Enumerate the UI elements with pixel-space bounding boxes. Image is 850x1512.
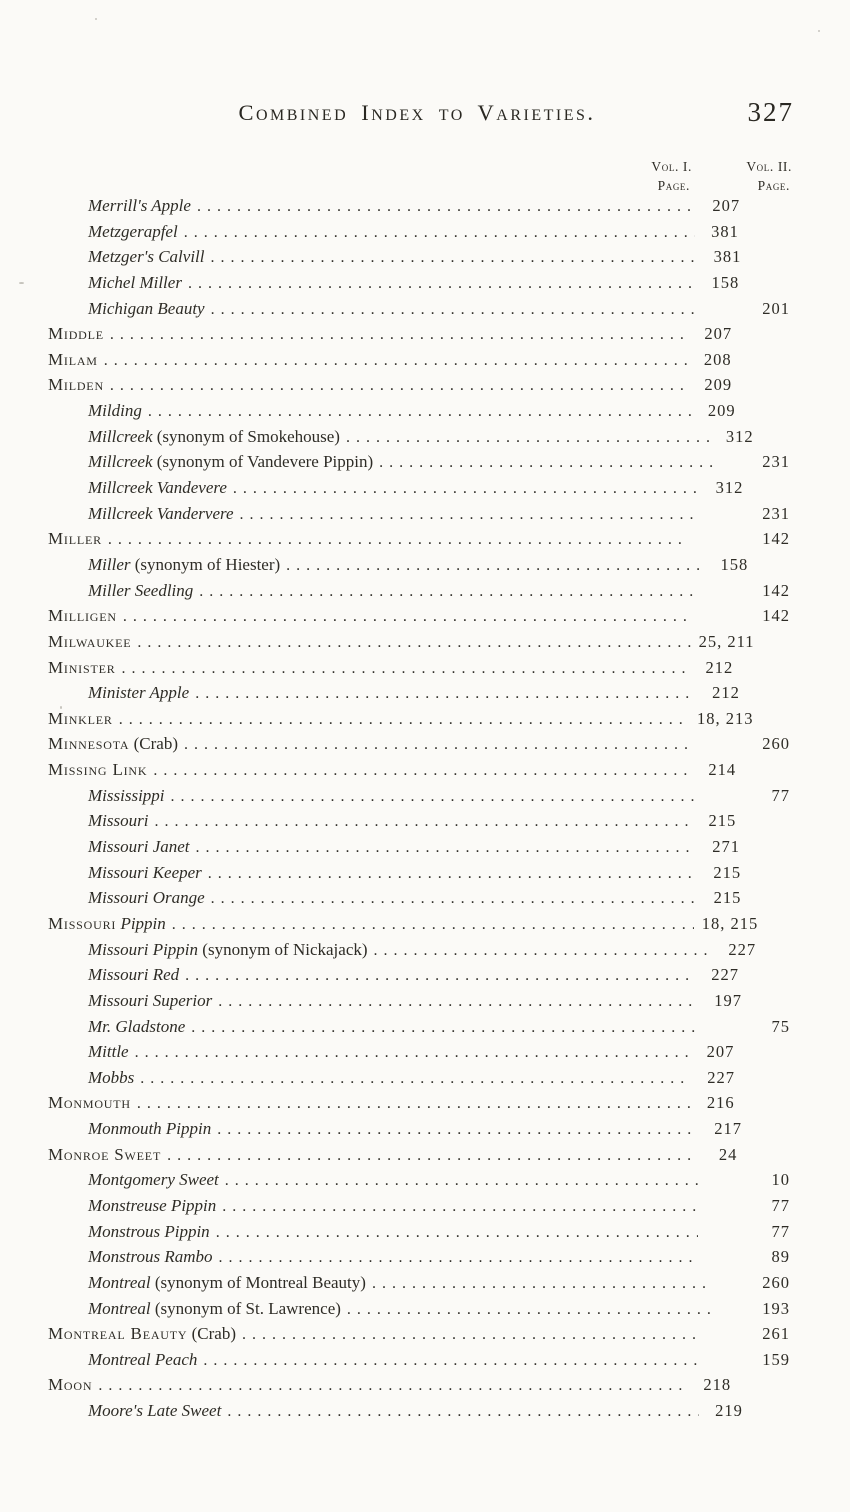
index-entry-row <box>48 991 790 1017</box>
entry-name-segment: Mr. Gladstone <box>88 1016 186 1036</box>
dot-leader <box>197 196 696 216</box>
vol1-page-cell: 214 <box>708 760 737 780</box>
index-entry-row <box>48 1093 790 1119</box>
vol1-page-cell: 215 <box>713 888 742 908</box>
entry-name <box>48 658 116 678</box>
entry-name-segment: Missouri Red <box>88 965 180 985</box>
dot-leader <box>233 478 699 498</box>
entry-name-segment: Missouri Orange <box>88 888 205 908</box>
vol1-page-cell: 216 <box>706 1093 735 1113</box>
index-entry-row <box>48 1222 790 1248</box>
entry-name <box>48 1119 211 1139</box>
vol2-header-volume: Vol. II. <box>746 159 792 174</box>
vol1-page-cell: 227 <box>707 1067 735 1087</box>
entry-name <box>48 1017 185 1037</box>
entry-name <box>48 1350 197 1370</box>
entry-name <box>48 1145 161 1165</box>
entry-name <box>48 581 193 601</box>
entry-name-segment: Missouri <box>88 811 149 831</box>
dot-leader <box>137 632 690 652</box>
index-entry-row <box>48 555 790 581</box>
vol1-page-cell: 209 <box>707 401 736 421</box>
entry-name-segment: Minister <box>48 657 116 677</box>
vol1-page-cell: 212 <box>705 657 734 677</box>
vol1-page-cell: 312 <box>725 426 754 446</box>
entry-name-segment: Montgomery Sweet <box>88 1170 219 1190</box>
vol1-page-cell: 217 <box>714 1119 742 1139</box>
index-entry-row <box>48 1401 790 1427</box>
index-entry-row <box>48 478 790 504</box>
entry-name-segment: Millcreek Vandevere <box>88 478 227 498</box>
entry-name-segment: (Crab) <box>129 734 178 754</box>
entry-name <box>48 1324 236 1344</box>
entry-name <box>48 324 104 344</box>
dot-leader <box>108 529 688 549</box>
index-entry-row <box>48 324 790 350</box>
entry-name-segment: (synonym of St. Lawrence) <box>150 1298 341 1318</box>
vol1-page-cell: 25, 211 <box>698 631 755 651</box>
entry-name-segment: Minkler <box>48 708 113 728</box>
scan-speck <box>818 30 820 32</box>
index-entry-row <box>48 1247 790 1273</box>
entry-name <box>48 991 212 1011</box>
entry-name-segment: Monstrous Rambo <box>88 1247 213 1267</box>
vol2-column-header <box>700 158 792 195</box>
dot-leader <box>196 837 696 857</box>
index-entry-row <box>48 299 790 325</box>
vol2-page-cell: 260 <box>762 1272 790 1292</box>
entry-name-segment: Monroe Sweet <box>48 1144 162 1164</box>
dot-leader <box>137 1093 691 1113</box>
entry-name <box>48 350 98 370</box>
entry-name <box>48 452 373 472</box>
dot-leader <box>135 1042 691 1062</box>
entry-name <box>48 1170 219 1190</box>
index-entry-row <box>48 504 790 530</box>
entry-name-segment: (synonym of Vandevere Pippin) <box>152 452 374 472</box>
vol2-page-cell: 201 <box>762 298 790 318</box>
entry-name-segment: Missouri Keeper <box>88 862 202 882</box>
page-number: 327 <box>747 97 794 127</box>
dot-leader <box>172 914 694 934</box>
index-entry-row <box>48 683 790 709</box>
vol2-page-cell: 142 <box>762 606 790 626</box>
vol2-page-cell: 231 <box>762 503 790 523</box>
index-entry-row <box>48 1042 790 1068</box>
entry-name <box>48 734 178 754</box>
dot-leader <box>185 965 695 985</box>
index-entry-row <box>48 452 790 478</box>
index-entry-row <box>48 863 790 889</box>
index-entry-row <box>48 1196 790 1222</box>
vol2-header-page-label: Page. <box>757 177 790 193</box>
entry-name <box>48 1375 92 1395</box>
index-entry-row <box>48 606 790 632</box>
entry-name <box>48 1222 210 1242</box>
dot-leader <box>167 1145 693 1165</box>
index-list <box>48 196 790 1427</box>
vol2-page-cell: 75 <box>771 1016 790 1036</box>
entry-name <box>48 683 189 703</box>
dot-leader <box>184 222 695 242</box>
vol1-page-cell: 227 <box>728 939 757 959</box>
dot-leader <box>188 273 695 293</box>
index-entry-row <box>48 1017 790 1043</box>
index-entry-row <box>48 734 790 760</box>
dot-leader <box>140 1068 691 1088</box>
entry-name-segment: Moon <box>48 1375 93 1395</box>
index-entry-row <box>48 1068 790 1094</box>
entry-name-segment: Miller <box>88 554 131 574</box>
entry-name <box>48 1042 129 1062</box>
entry-name-segment: Millcreek Vandervere <box>88 503 234 523</box>
vol1-page-cell: 312 <box>715 478 744 498</box>
vol2-page-cell: 77 <box>771 1195 790 1215</box>
vol2-page-cell: 159 <box>762 1349 790 1369</box>
vol1-page-cell: 209 <box>704 375 733 395</box>
entry-name-segment: Missouri <box>48 913 117 933</box>
entry-name-segment: (synonym of Nickajack) <box>198 939 368 959</box>
entry-name-segment: Milam <box>48 349 98 369</box>
entry-name-segment: Michigan Beauty <box>88 298 205 318</box>
scan-speck <box>19 282 24 284</box>
dot-leader <box>191 1017 695 1037</box>
vol1-page-cell: 381 <box>711 221 739 241</box>
vol2-page-cell: 193 <box>762 1298 790 1318</box>
entry-name <box>48 940 368 960</box>
entry-name <box>48 222 178 242</box>
entry-name-segment: Monstreuse Pippin <box>88 1195 217 1215</box>
entry-name-segment: Montreal Beauty <box>48 1324 188 1344</box>
dot-leader <box>171 786 694 806</box>
dot-leader <box>110 324 688 344</box>
vol2-page-cell: 10 <box>771 1170 790 1190</box>
entry-name-segment: Minister Apple <box>88 683 190 703</box>
entry-name <box>48 478 227 498</box>
dot-leader <box>110 375 688 395</box>
entry-name-segment: Missouri Superior <box>88 990 213 1010</box>
entry-name-segment: Monmouth Pippin <box>88 1119 212 1139</box>
entry-name-segment: Milwaukee <box>48 631 132 651</box>
vol2-page-cell: 142 <box>762 529 790 549</box>
entry-name <box>48 273 182 293</box>
entry-name-segment: Mississippi <box>88 785 165 805</box>
index-entry-row <box>48 222 790 248</box>
dot-leader <box>216 1222 698 1242</box>
entry-name <box>48 196 191 216</box>
entry-name-segment: Miller <box>48 529 102 549</box>
vol2-page-cell: 231 <box>762 452 790 472</box>
index-entry-row <box>48 632 790 658</box>
vol1-page-cell: 218 <box>703 1375 732 1395</box>
vol1-page-cell: 158 <box>720 554 749 574</box>
entry-name <box>48 632 131 652</box>
entry-name <box>48 914 166 934</box>
index-entry-row <box>48 1324 790 1350</box>
index-entry-row <box>48 760 790 786</box>
vol2-page-cell: 142 <box>762 580 790 600</box>
entry-name-segment: Middle <box>48 324 104 344</box>
index-entry-row <box>48 401 790 427</box>
vol1-page-cell: 207 <box>706 1042 735 1062</box>
entry-name <box>48 1247 213 1267</box>
entry-name <box>48 1196 216 1216</box>
dot-leader <box>122 658 690 678</box>
entry-name <box>48 811 148 831</box>
dot-leader <box>211 299 698 319</box>
entry-name <box>48 401 142 421</box>
entry-name-segment: (synonym of Smokehouse) <box>152 426 340 446</box>
page-title: Combined Index to Varieties. <box>238 100 596 125</box>
index-entry-row <box>48 658 790 684</box>
entry-name-segment: Millcreek <box>88 426 153 446</box>
vol1-page-cell: 212 <box>712 683 740 703</box>
dot-leader <box>217 1119 698 1139</box>
entry-name-segment: Millcreek <box>88 452 153 472</box>
index-entry-row <box>48 1145 790 1171</box>
entry-name <box>48 1068 134 1088</box>
dot-leader <box>208 863 697 883</box>
index-entry-row <box>48 273 790 299</box>
vol1-page-cell: 381 <box>713 247 742 267</box>
index-entry-row <box>48 196 790 222</box>
entry-name <box>48 709 113 729</box>
vol1-page-cell: 24 <box>718 1144 738 1164</box>
vol1-page-cell: 227 <box>711 965 740 985</box>
entry-name <box>48 606 117 626</box>
index-entry-row <box>48 247 790 273</box>
dot-leader <box>203 1350 696 1370</box>
dot-leader <box>154 811 692 831</box>
entry-name-segment: Metzgerapfel <box>88 221 178 241</box>
vol1-column-header <box>600 158 692 195</box>
dot-leader <box>372 1273 712 1293</box>
dot-leader <box>119 709 689 729</box>
entry-name-segment: Monmouth <box>48 1093 131 1113</box>
entry-name-segment: Missouri Janet <box>88 837 190 857</box>
dot-leader <box>211 888 698 908</box>
index-entry-row <box>48 1119 790 1145</box>
index-entry-row <box>48 1170 790 1196</box>
dot-leader <box>379 452 713 472</box>
index-entry-row <box>48 1350 790 1376</box>
dot-leader <box>242 1324 700 1344</box>
entry-name-segment: (synonym of Montreal Beauty) <box>150 1272 366 1292</box>
index-entry-row <box>48 1375 790 1401</box>
dot-leader <box>286 555 704 575</box>
entry-name <box>48 529 102 549</box>
entry-name-segment: Mittle <box>88 1042 129 1062</box>
index-entry-row <box>48 811 790 837</box>
entry-name <box>48 247 205 267</box>
index-entry-row <box>48 1299 790 1325</box>
dot-leader <box>211 247 698 267</box>
index-entry-row <box>48 888 790 914</box>
entry-name-segment: Metzger's Calvill <box>88 247 205 267</box>
vol1-page-cell: 215 <box>713 862 742 882</box>
entry-name-segment: Michel Miller <box>88 272 182 292</box>
entry-name <box>48 1273 366 1293</box>
entry-name-segment: Mobbs <box>88 1067 135 1087</box>
index-entry-row <box>48 940 790 966</box>
entry-name-segment: Milding <box>88 401 142 421</box>
dot-leader <box>184 734 695 754</box>
entry-name-segment: Miller Seedling <box>88 580 194 600</box>
vol1-page-cell: 219 <box>715 1401 743 1421</box>
entry-name-segment: Moore's Late Sweet <box>88 1401 222 1421</box>
vol1-page-cell: 18, 215 <box>701 913 759 933</box>
vol1-page-cell: 208 <box>703 349 732 369</box>
entry-name-segment: Pippin <box>116 913 166 933</box>
entry-name-segment: Missouri Pippin <box>88 939 199 959</box>
entry-name-segment: Montreal <box>88 1272 151 1292</box>
dot-leader <box>199 581 696 601</box>
entry-name-segment: Monstrous Pippin <box>88 1221 210 1241</box>
dot-leader <box>374 940 713 960</box>
dot-leader <box>195 683 696 703</box>
entry-name-segment: Milden <box>48 375 104 395</box>
entry-name-segment: Merrill's Apple <box>88 196 191 215</box>
entry-name <box>48 504 234 524</box>
index-entry-row <box>48 350 790 376</box>
entry-name <box>48 760 147 780</box>
dot-leader <box>98 1375 687 1395</box>
entry-name-segment: (Crab) <box>187 1324 236 1344</box>
index-entry-row <box>48 914 790 940</box>
index-entry-row <box>48 529 790 555</box>
dot-leader <box>123 606 690 626</box>
index-entry-row <box>48 965 790 991</box>
vol2-page-cell: 260 <box>762 734 790 754</box>
vol2-page-cell: 89 <box>771 1247 790 1267</box>
entry-name-segment: Minnesota <box>48 734 130 754</box>
entry-name <box>48 965 179 985</box>
entry-name-segment: Montreal Peach <box>88 1349 198 1369</box>
vol2-page-cell: 261 <box>762 1324 790 1344</box>
vol1-header-page-label: Page. <box>657 177 690 193</box>
entry-name-segment: Montreal <box>88 1298 151 1318</box>
entry-name <box>48 1299 341 1319</box>
dot-leader <box>347 1299 710 1319</box>
index-entry-row <box>48 375 790 401</box>
vol1-header-volume: Vol. I. <box>651 159 692 174</box>
vol1-page-cell: 215 <box>708 811 737 831</box>
dot-leader <box>153 760 692 780</box>
scan-speck <box>95 18 97 20</box>
entry-name-segment: Missing Link <box>48 760 148 780</box>
vol2-page-cell: 77 <box>771 785 790 805</box>
vol1-page-cell: 18, 213 <box>696 708 754 728</box>
entry-name <box>48 863 202 883</box>
dot-leader <box>218 991 698 1011</box>
index-entry-row <box>48 709 790 735</box>
dot-leader <box>104 350 688 370</box>
entry-name <box>48 427 340 447</box>
entry-name-segment: Milligen <box>48 606 117 626</box>
dot-leader <box>219 1247 699 1267</box>
index-entry-row <box>48 427 790 453</box>
entry-name <box>48 1401 221 1421</box>
dot-leader <box>225 1170 699 1190</box>
entry-name <box>48 786 165 806</box>
entry-name <box>48 888 205 908</box>
index-entry-row <box>48 837 790 863</box>
vol1-page-cell: 197 <box>714 990 743 1010</box>
entry-name <box>48 837 190 857</box>
index-entry-row <box>48 581 790 607</box>
vol2-page-cell: 77 <box>771 1221 790 1241</box>
entry-name <box>48 555 280 575</box>
vol1-page-cell: 271 <box>712 837 740 857</box>
vol1-page-cell: 158 <box>711 272 740 292</box>
vol1-page-cell: 207 <box>704 324 733 344</box>
dot-leader <box>227 1401 699 1421</box>
dot-leader <box>346 427 710 447</box>
dot-leader <box>148 401 692 421</box>
dot-leader <box>240 504 700 524</box>
entry-name-segment: (synonym of Hiester) <box>130 554 281 574</box>
index-entry-row <box>48 1273 790 1299</box>
entry-name <box>48 375 104 395</box>
entry-name <box>48 1093 131 1113</box>
vol1-page-cell: 207 <box>712 196 741 215</box>
index-entry-row <box>48 786 790 812</box>
entry-name <box>48 299 205 319</box>
dot-leader <box>222 1196 698 1216</box>
